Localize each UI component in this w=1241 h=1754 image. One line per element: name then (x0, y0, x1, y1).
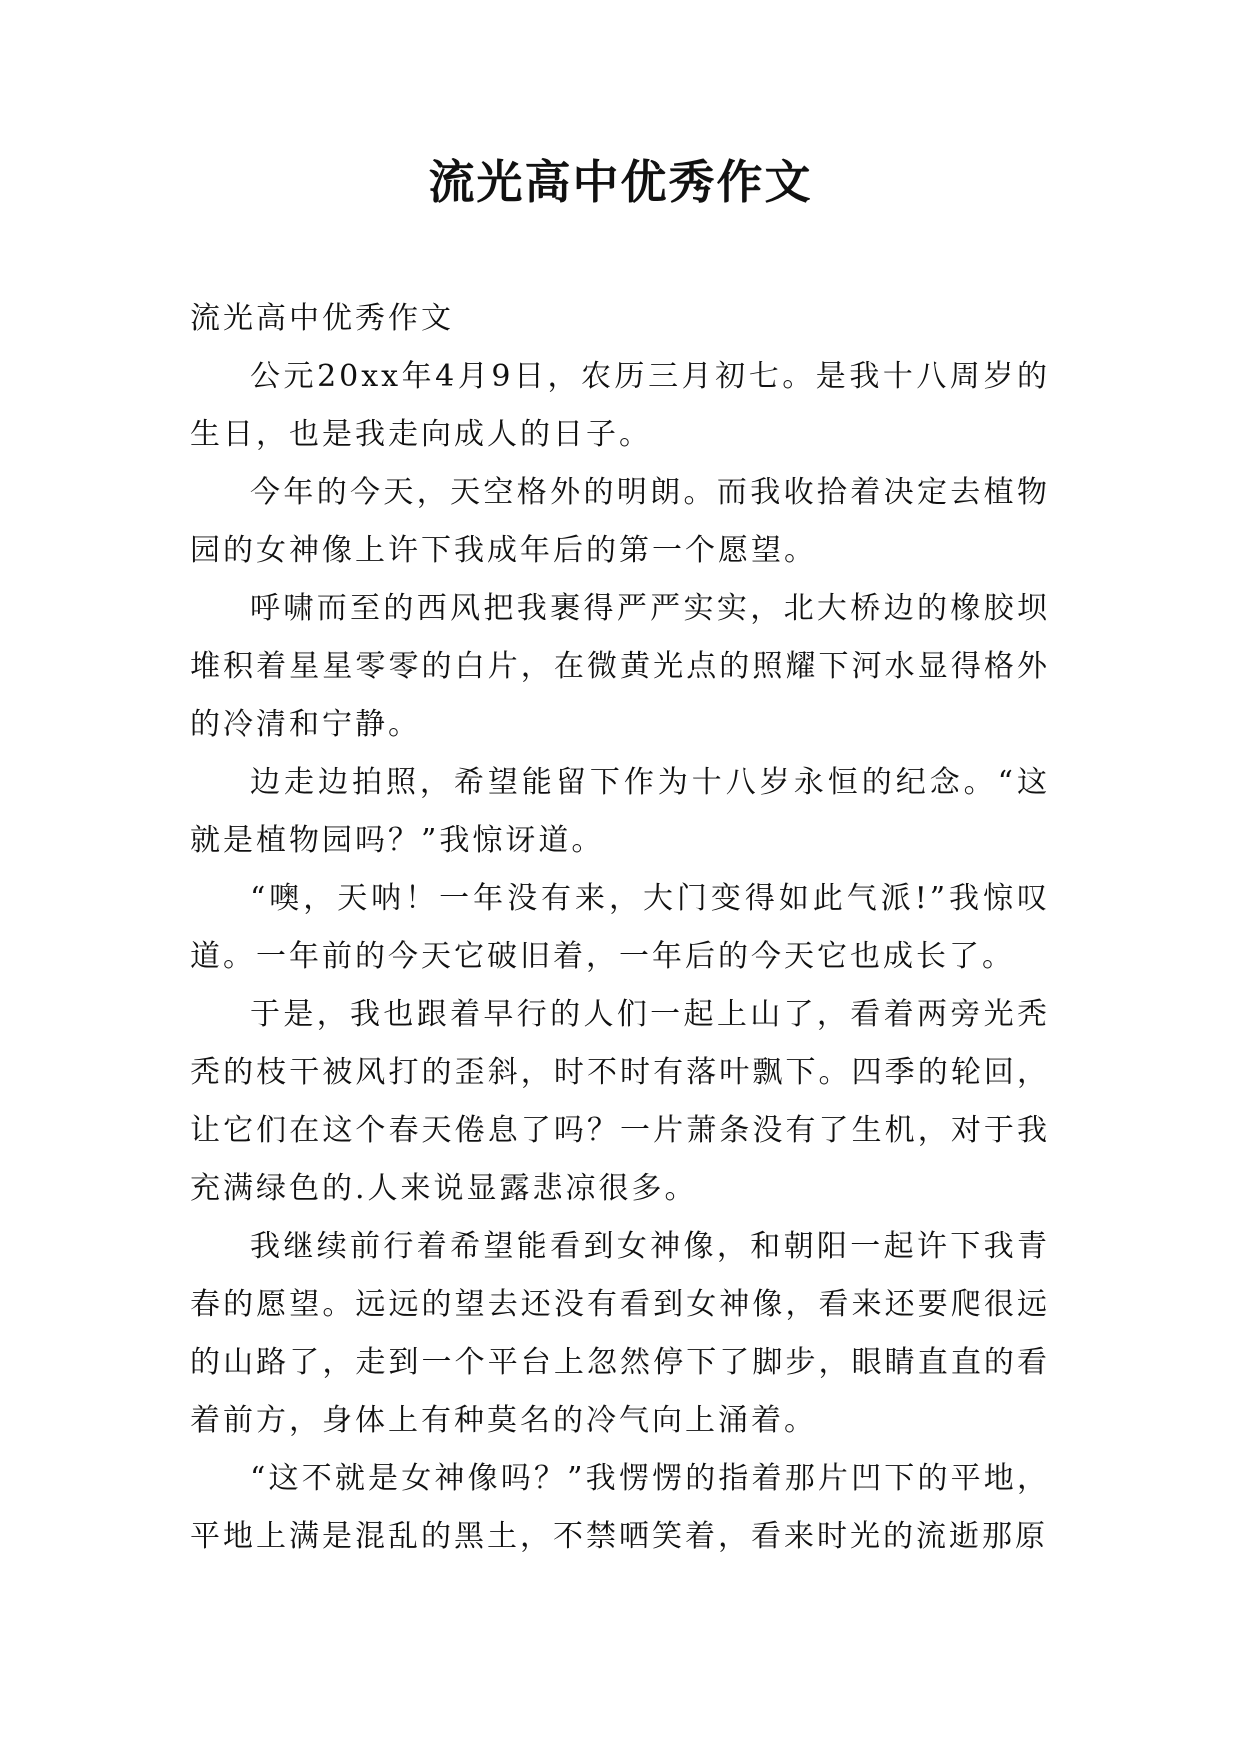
document-body (190, 290, 1050, 1566)
paragraph: 于是，我也跟着早行的人们一起上山了，看着两旁光秃秃的枝干被风打的歪斜，时不时有落叶飘下。四季的轮回，让它们在这个春天倦息了吗？一片萧条没有了生机，对于我充满绿色的.人来说显露悲凉很多。 (190, 997, 1050, 1206)
paragraph: “噢，天呐！一年没有来，大门变得如此气派!”我惊叹道。一年前的今天它破旧着，一年后的今天它也成长了。 (190, 881, 1050, 974)
paragraph: “这不就是女神像吗？”我愣愣的指着那片凹下的平地，平地上满是混乱的黑土，不禁哂笑着，看来时光的流逝那原 (190, 1461, 1050, 1554)
paragraph: 呼啸而至的西风把我裹得严严实实，北大桥边的橡胶坝堆积着星星零零的白片，在微黄光点的照耀下河水显得格外的冷清和宁静。 (190, 591, 1050, 742)
paragraph: 我继续前行着希望能看到女神像，和朝阳一起许下我青春的愿望。远远的望去还没有看到女神像，看来还要爬很远的山路了，走到一个平台上忽然停下了脚步，眼睛直直的看着前方，身体上有种莫名的冷气向上涌着。 (190, 1229, 1050, 1438)
paragraph: 今年的今天，天空格外的明朗。而我收拾着决定去植物园的女神像上许下我成年后的第一个愿望。 (190, 475, 1050, 568)
essay-heading-line: 流光高中优秀作文 (190, 301, 454, 336)
paragraph: 边走边拍照，希望能留下作为十八岁永恒的纪念。“这就是植物园吗？”我惊讶道。 (190, 765, 1050, 858)
paragraph: 公元20xx年4月9日，农历三月初七。是我十八周岁的生日，也是我走向成人的日子。 (190, 359, 1050, 452)
document-title: 流光高中优秀作文 (428, 155, 813, 209)
